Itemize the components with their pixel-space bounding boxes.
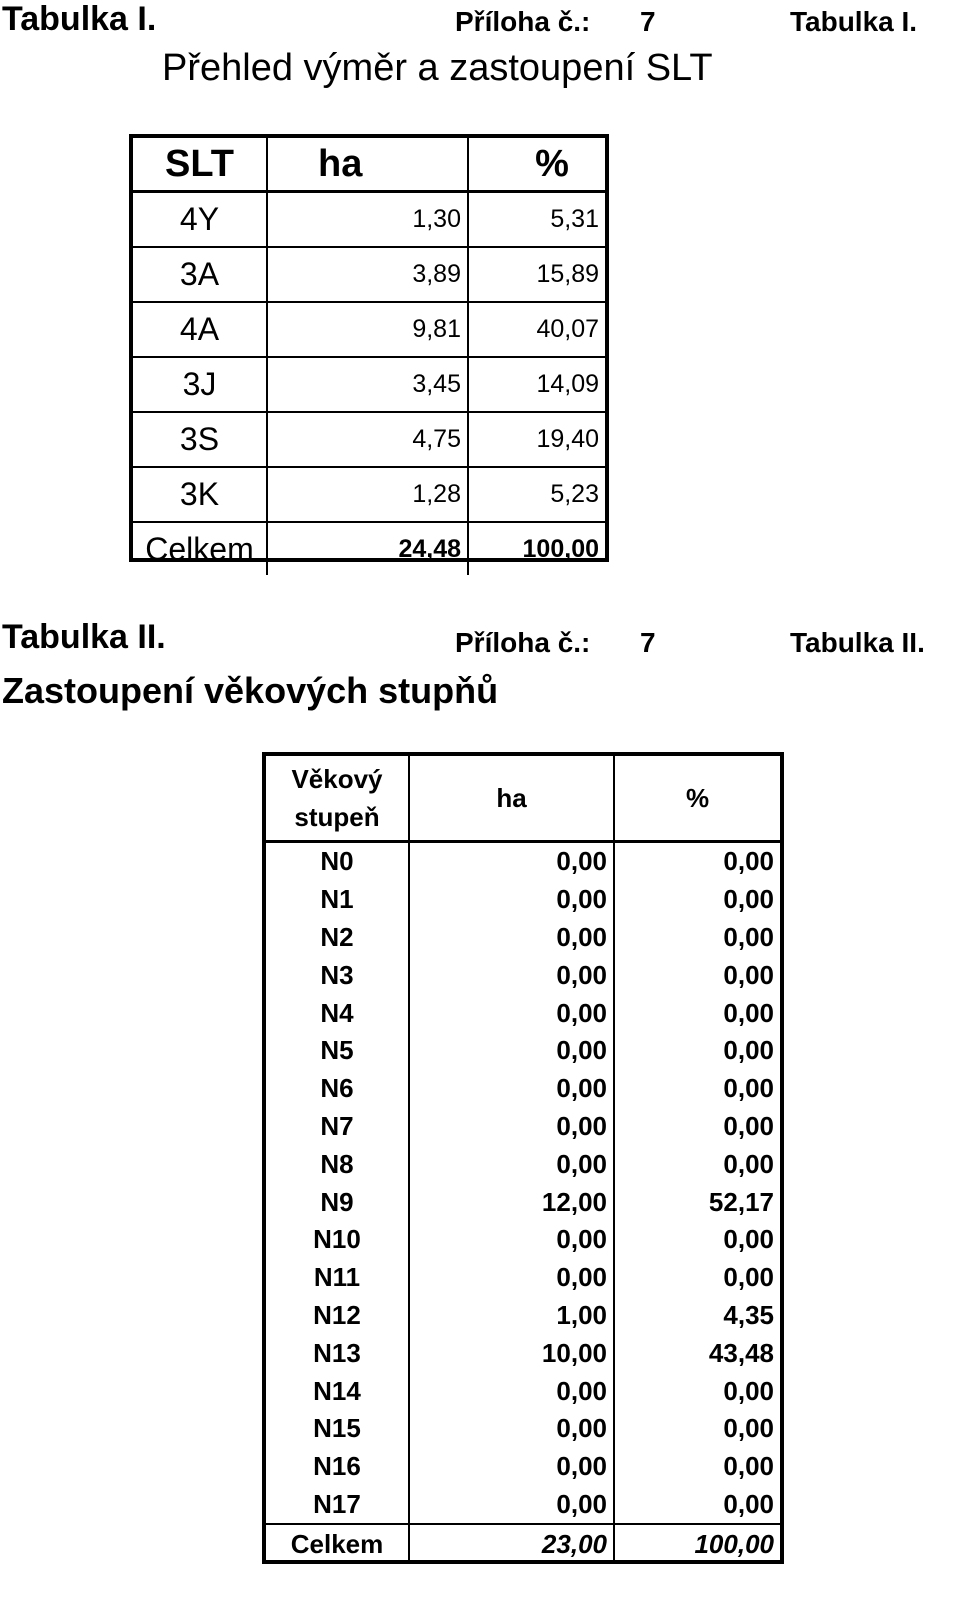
table-row [266, 1032, 780, 1070]
table1-priloha-label: Příloha č.: [455, 6, 591, 37]
age-class-cell: N12 [266, 1297, 409, 1335]
age-class-cell: N1 [266, 881, 409, 919]
percent-cell: 0,00 [723, 1413, 774, 1444]
table-row [266, 1334, 780, 1372]
age-class-cell: N15 [266, 1410, 409, 1448]
ha-cell: 0,00 [409, 994, 614, 1032]
table-row [266, 956, 780, 994]
table1-header-right: Tabulka I. [790, 6, 918, 37]
ha-cell: 0,00 [409, 1221, 614, 1259]
age-class-cell: N13 [266, 1334, 409, 1372]
table1-header-left: Tabulka I. [2, 0, 157, 38]
age-class-cell: N8 [266, 1145, 409, 1183]
ha-cell: 3,45 [267, 357, 468, 412]
table1-title: Přehled výměr a zastoupení SLT [162, 47, 713, 89]
total-percent: 100,00 [522, 534, 599, 563]
ha-cell: 0,00 [409, 1448, 614, 1486]
age-class-cell: N14 [266, 1372, 409, 1410]
ha-cell: 0,00 [409, 919, 614, 957]
ha-cell: 0,00 [409, 1410, 614, 1448]
table-row [266, 1372, 780, 1410]
percent-cell: 14,09 [468, 357, 605, 412]
percent-cell: 0,00 [723, 1110, 774, 1141]
table2-header-right: Tabulka II. [790, 627, 925, 658]
table1-priloha-number: 7 [640, 6, 656, 37]
age-class-cell: N0 [266, 842, 409, 881]
table-row [266, 1448, 780, 1486]
table-row [266, 1410, 780, 1448]
ha-cell: 10,00 [409, 1334, 614, 1372]
ha-cell: 0,00 [409, 1108, 614, 1146]
percent-cell: 0,00 [723, 959, 774, 990]
percent-col-header: % [614, 756, 780, 842]
ha-cell: 0,00 [409, 842, 614, 881]
age-class-cell: N10 [266, 1221, 409, 1259]
table-row [133, 192, 605, 248]
ha-cell: 0,00 [409, 1259, 614, 1297]
table-row [266, 994, 780, 1032]
age-class-cell: N16 [266, 1448, 409, 1486]
age-class-header-line2: stupeň [294, 802, 380, 832]
table-row [266, 919, 780, 957]
age-class-cell: N11 [266, 1259, 409, 1297]
percent-cell: 0,00 [723, 1375, 774, 1406]
ha-cell: 0,00 [409, 881, 614, 919]
age-table-header-row [266, 756, 780, 842]
percent-cell: 0,00 [723, 884, 774, 915]
slt-cell: 3K [133, 467, 267, 522]
slt-cell: 4Y [133, 192, 267, 248]
percent-cell: 0,00 [723, 846, 774, 877]
total-ha: 24,48 [267, 522, 468, 575]
table-row [266, 1108, 780, 1146]
age-class-table [262, 752, 784, 1564]
ha-cell: 12,00 [409, 1183, 614, 1221]
percent-cell: 0,00 [723, 1035, 774, 1066]
ha-col-header: ha [267, 138, 468, 192]
table-row [266, 842, 780, 881]
table-row [133, 467, 605, 522]
percent-cell: 15,89 [468, 247, 605, 302]
table2-priloha-label: Příloha č.: [455, 627, 591, 658]
ha-cell: 1,30 [267, 192, 468, 248]
ha-cell: 0,00 [409, 956, 614, 994]
table-row [133, 247, 605, 302]
total-percent: 100,00 [614, 1524, 780, 1563]
table-row [266, 881, 780, 919]
percent-cell: 5,23 [468, 467, 605, 522]
table-row [266, 1145, 780, 1183]
percent-cell: 19,40 [468, 412, 605, 467]
percent-cell: 0,00 [723, 1262, 774, 1293]
percent-cell: 0,00 [723, 1224, 774, 1255]
age-class-cell: N5 [266, 1032, 409, 1070]
percent-cell: 0,00 [723, 1073, 774, 1104]
percent-cell: 40,07 [468, 302, 605, 357]
age-total-row [266, 1524, 780, 1563]
percent-cell: 4,35 [723, 1299, 774, 1330]
table-row [133, 412, 605, 467]
age-class-header-line1: Věkový [291, 764, 383, 794]
total-label: Celkem [266, 1524, 409, 1563]
ha-col-header: ha [409, 756, 614, 842]
percent-cell: 0,00 [723, 921, 774, 952]
ha-cell: 0,00 [409, 1070, 614, 1108]
percent-cell: 5,31 [468, 192, 605, 248]
slt-cell: 4A [133, 302, 267, 357]
percent-cell: 0,00 [723, 1488, 774, 1519]
slt-cell: 3A [133, 247, 267, 302]
table-row [133, 302, 605, 357]
slt-cell: 3S [133, 412, 267, 467]
age-class-col-header [266, 756, 409, 842]
percent-col-header: % [468, 138, 605, 192]
ha-cell: 9,81 [267, 302, 468, 357]
ha-cell: 0,00 [409, 1486, 614, 1525]
percent-cell: 0,00 [723, 997, 774, 1028]
table-row [266, 1259, 780, 1297]
ha-cell: 1,28 [267, 467, 468, 522]
percent-cell: 52,17 [708, 1186, 774, 1217]
age-class-cell: N6 [266, 1070, 409, 1108]
slt-table-header-row [133, 138, 605, 192]
table-row [266, 1070, 780, 1108]
percent-cell: 0,00 [723, 1451, 774, 1482]
ha-cell: 0,00 [409, 1372, 614, 1410]
slt-cell: 3J [133, 357, 267, 412]
slt-col-header: SLT [133, 138, 267, 192]
percent-cell: 43,48 [708, 1337, 774, 1368]
table2-title: Zastoupení věkových stupňů [2, 670, 499, 711]
total-ha: 23,00 [409, 1524, 614, 1563]
age-class-cell: N9 [266, 1183, 409, 1221]
table2-priloha-number: 7 [640, 627, 656, 658]
table-row [266, 1221, 780, 1259]
ha-cell: 0,00 [409, 1032, 614, 1070]
total-label: Celkem [133, 522, 267, 575]
ha-cell: 3,89 [267, 247, 468, 302]
table-row [266, 1183, 780, 1221]
table2-header-left: Tabulka II. [2, 618, 166, 656]
age-class-cell: N7 [266, 1108, 409, 1146]
ha-cell: 0,00 [409, 1145, 614, 1183]
table-row [266, 1297, 780, 1335]
age-class-cell: N2 [266, 919, 409, 957]
ha-cell: 4,75 [267, 412, 468, 467]
table-row [266, 1486, 780, 1525]
table-row [133, 357, 605, 412]
percent-cell: 0,00 [723, 1148, 774, 1179]
age-class-cell: N17 [266, 1486, 409, 1525]
ha-cell: 1,00 [409, 1297, 614, 1335]
slt-total-row [133, 522, 605, 575]
age-class-cell: N4 [266, 994, 409, 1032]
age-class-cell: N3 [266, 956, 409, 994]
slt-table [129, 134, 609, 567]
